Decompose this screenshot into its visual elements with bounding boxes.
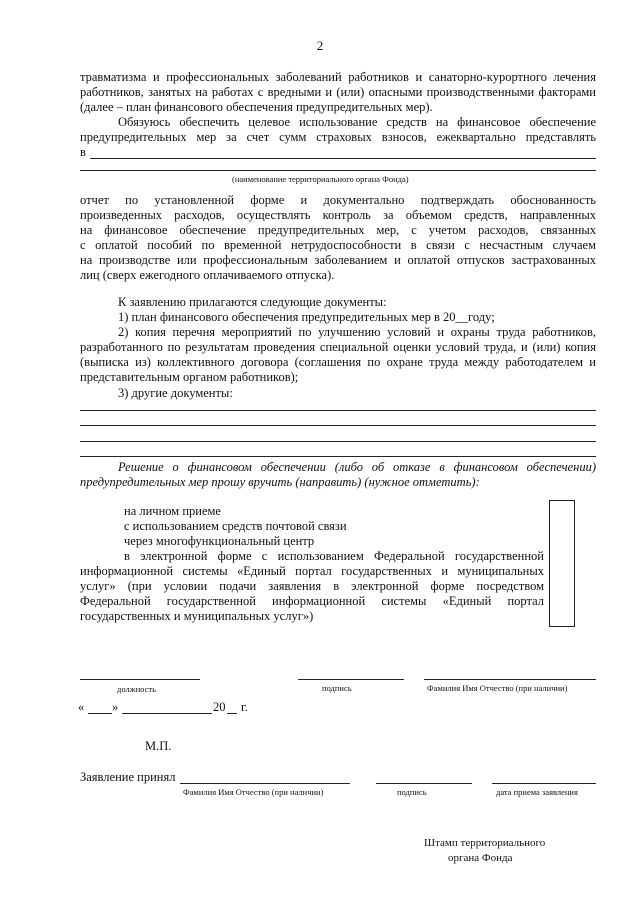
other-docs-line-1[interactable]: [80, 410, 596, 411]
obligation-text-6: лиц (сверх ежегодного оплачиваемого отпуска).: [80, 268, 335, 282]
intro-line-2: работников, занятых на работах с вредными и (или) опасными производственными факторами: [80, 85, 596, 99]
date-quote-open: «: [78, 700, 85, 714]
attachments-heading: К заявлению прилагаются следующие документы:: [118, 295, 387, 309]
date-year-line[interactable]: [227, 713, 237, 714]
checkbox-mfc[interactable]: [549, 530, 575, 547]
position-line[interactable]: [80, 679, 200, 680]
accepted-label: Заявление принял: [80, 770, 176, 784]
delivery-option-in-person: на личном приеме: [124, 504, 221, 518]
position-caption: должность: [117, 684, 156, 694]
delivery-option-electronic-line-5: государственных и муниципальных услуг»): [80, 609, 314, 623]
signature-line[interactable]: [298, 679, 404, 680]
delivery-option-electronic-line-4: Федеральной государственной информационной системы «Единый портал: [80, 594, 544, 608]
fund-name-caption: (наименование территориального органа Фонда): [232, 174, 409, 184]
attachment-item-2-line-1: 2) копия перечня мероприятий по улучшению условий и охраны труда работников,: [118, 325, 596, 339]
checkbox-post[interactable]: [549, 514, 575, 531]
attachment-item-2-line-4: представительным органом работников);: [80, 370, 299, 384]
decision-line-2: предупредительных мер прошу вручить (направить) (нужное отметить):: [80, 475, 480, 489]
delivery-option-post: с использованием средств почтовой связи: [124, 519, 347, 533]
checkbox-electronic[interactable]: [549, 546, 575, 627]
date-year-prefix: 20: [213, 700, 226, 714]
delivery-option-electronic-line-1: в электронной форме с использованием Федеральной государственной: [124, 549, 544, 563]
accepted-name-caption: Фамилия Имя Отчество (при наличии): [183, 787, 324, 797]
obligation-prefix: в: [80, 145, 86, 159]
attachment-item-1: 1) план финансового обеспечения предупредительных мер в 20__году;: [118, 310, 495, 324]
fund-name-line[interactable]: [90, 158, 596, 159]
accepted-date-line[interactable]: [492, 783, 596, 784]
attachment-item-3: 3) другие документы:: [118, 386, 233, 400]
delivery-option-electronic-line-3: услуг» (при условии подачи заявления в электронной форме посредством: [80, 579, 544, 593]
obligation-text-1: отчет по установленной форме и документально подтверждать обоснованность: [80, 193, 596, 207]
delivery-option-electronic-line-2: информационной системы «Единый портал государственных и муниципальных: [80, 564, 544, 578]
date-month-line[interactable]: [122, 713, 212, 714]
accepted-sign-caption: подпись: [397, 787, 427, 797]
date-year-suffix: г.: [241, 700, 248, 714]
page-number: 2: [316, 38, 324, 53]
date-quote-close: »: [112, 700, 119, 714]
delivery-option-mfc: через многофункциональный центр: [124, 534, 315, 548]
obligation-line-2: предупредительных мер за счет сумм страховых взносов, ежеквартально представлять: [80, 130, 596, 144]
attachment-item-2-line-3: (выписка из) коллективного договора (соглашения по охране труда между работодателем и: [80, 355, 596, 369]
other-docs-line-3[interactable]: [80, 441, 596, 442]
fund-name-line-2[interactable]: [80, 170, 596, 171]
decision-line-1: Решение о финансовом обеспечении (либо об отказе в финансовом обеспечении): [118, 460, 596, 474]
attachment-item-2-line-2: разработанного по результатам проведения специальной оценки условий труда, и (или) копия: [80, 340, 596, 354]
intro-line-1: травматизма и профессиональных заболеваний работников и санаторно-курортного лечения: [80, 70, 596, 84]
accepted-date-caption: дата приема заявления: [496, 787, 578, 797]
full-name-line[interactable]: [424, 679, 596, 680]
obligation-text-2: произведенных расходов, осуществлять контроль за объемом средств, направленных: [80, 208, 596, 222]
accepted-name-line[interactable]: [180, 783, 350, 784]
obligation-line-1: Обязуюсь обеспечить целевое использование средств на финансовое обеспечение: [118, 115, 596, 129]
obligation-text-3: на финансовое обеспечение предупредительных мер, с учетом расходов, связанных: [80, 223, 596, 237]
intro-line-3: (далее – план финансового обеспечения предупредительных мер).: [80, 100, 433, 114]
stamp-place-mp: М.П.: [145, 739, 172, 753]
full-name-caption: Фамилия Имя Отчество (при наличии): [427, 683, 568, 693]
other-docs-line-4[interactable]: [80, 456, 596, 457]
accepted-sign-line[interactable]: [376, 783, 472, 784]
obligation-text-4: с оплатой пособий по временной нетрудоспособности в связи с несчастным случаем: [80, 238, 596, 252]
other-docs-line-2[interactable]: [80, 425, 596, 426]
date-day-line[interactable]: [88, 713, 112, 714]
fund-stamp-line-2: органа Фонда: [448, 852, 513, 864]
signature-caption: подпись: [322, 683, 352, 693]
obligation-text-5: на производстве или профессиональным заболеванием и оплатой отпусков застрахованных: [80, 253, 596, 267]
fund-stamp-line-1: Штамп территориального: [424, 837, 546, 849]
